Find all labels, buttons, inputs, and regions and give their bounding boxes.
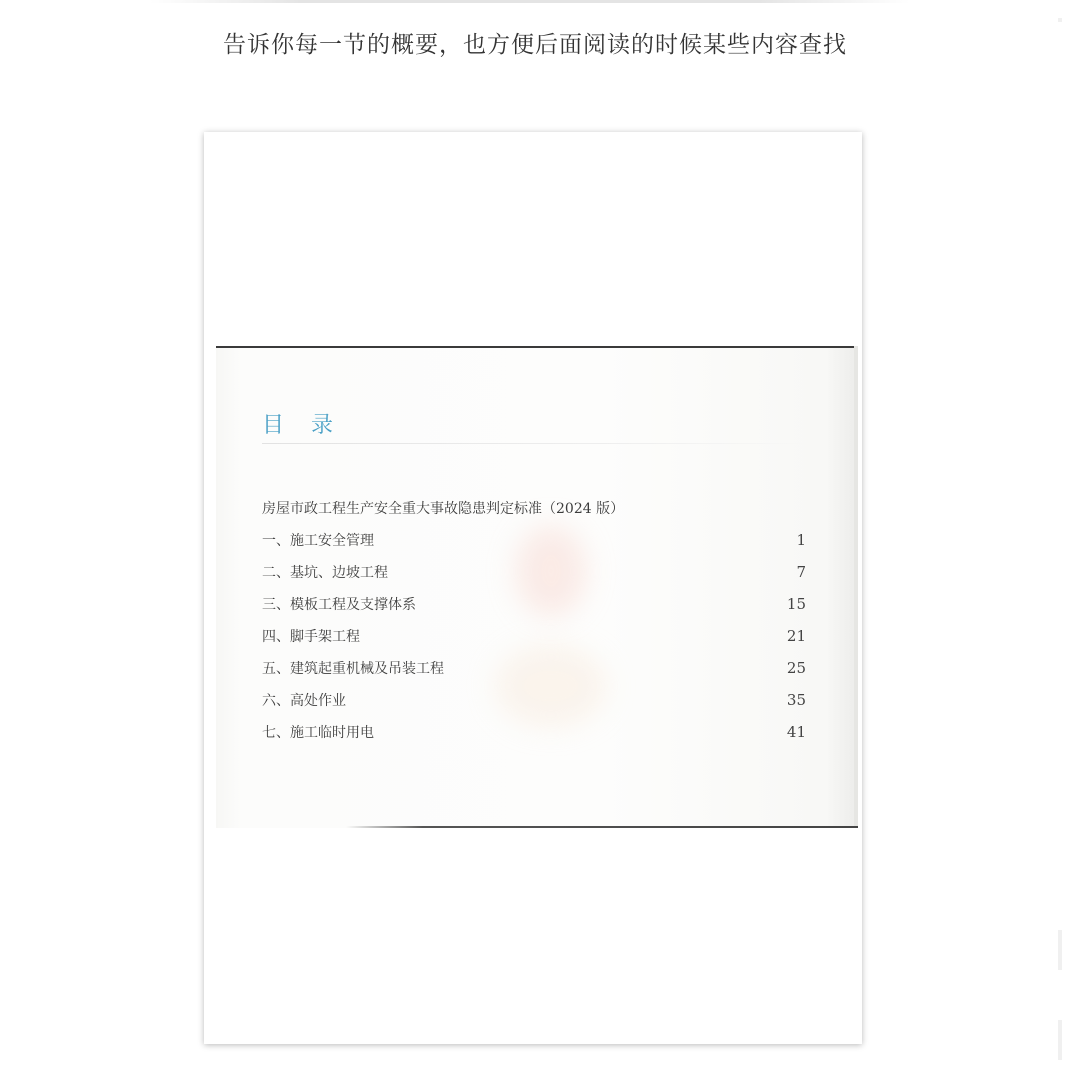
toc-entry[interactable]: [262, 530, 806, 562]
edge-mark: [1058, 930, 1062, 970]
scan-right-edge: [854, 346, 858, 828]
toc-entry[interactable]: [262, 690, 806, 722]
edge-mark: [1058, 18, 1062, 22]
toc-entry-page: 7: [796, 563, 806, 581]
toc-entry-label: 四、脚手架工程: [262, 629, 360, 645]
toc-entry-label: 二、基坑、边坡工程: [262, 565, 388, 581]
edge-mark: [1058, 1020, 1062, 1060]
toc-entry-label: 七、施工临时用电: [262, 725, 374, 741]
scan-bottom-edge: [346, 826, 858, 828]
toc-entry[interactable]: [262, 722, 806, 754]
heading-rule: [262, 443, 812, 444]
toc-entry[interactable]: [262, 658, 806, 690]
toc-entry[interactable]: [262, 626, 806, 658]
toc-entry-label: 一、施工安全管理: [262, 533, 374, 549]
toc-entry-page: 25: [786, 659, 806, 677]
toc-entry[interactable]: [262, 594, 806, 626]
document-title: 房屋市政工程生产安全重大事故隐患判定标准（2024 版）: [262, 501, 625, 517]
toc-entry-page: 1: [796, 531, 806, 549]
toc-scan: [216, 346, 858, 828]
toc-entry-page: 21: [786, 627, 806, 645]
toc-entry-label: 三、模板工程及支撑体系: [262, 597, 416, 613]
caption-text: 告诉你每一节的概要，也方便后面阅读的时候某些内容查找: [223, 32, 847, 58]
toc-heading: 目 录: [262, 413, 343, 438]
scan-top-edge: [216, 346, 858, 348]
toc-list: [262, 530, 806, 754]
toc-entry-page: 15: [786, 595, 806, 613]
toc-entry-page: 35: [786, 691, 806, 709]
toc-entry-label: 六、高处作业: [262, 693, 346, 709]
toc-entry[interactable]: [262, 562, 806, 594]
toc-entry-page: 41: [786, 723, 806, 741]
toc-entry-label: 五、建筑起重机械及吊装工程: [262, 661, 444, 677]
top-divider: [150, 0, 910, 3]
